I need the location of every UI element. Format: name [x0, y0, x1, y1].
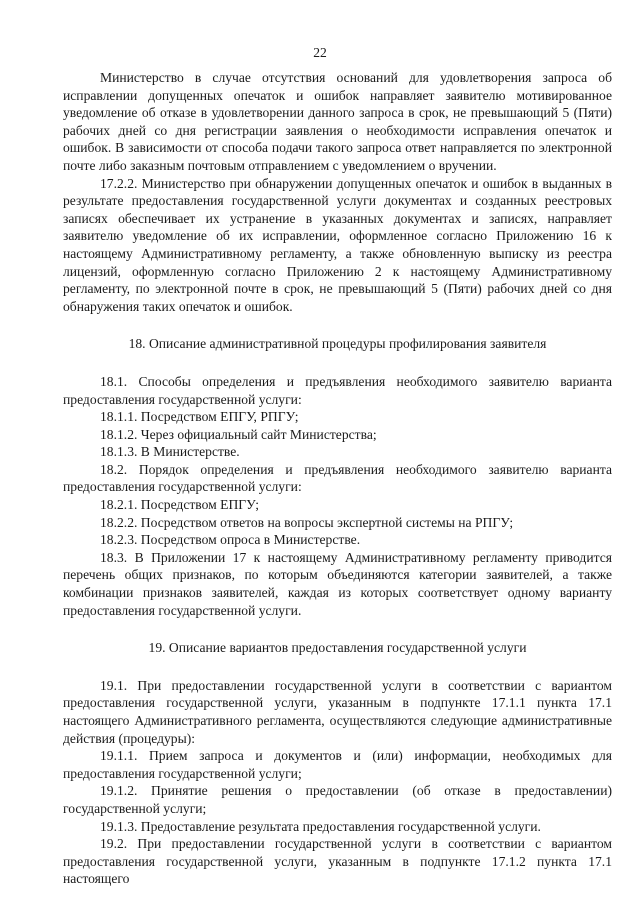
- list-item: 18.2.2. Посредством ответов на вопросы экспертной системы на РПГУ;: [100, 514, 514, 530]
- paragraph: 17.2.2. Министерство при обнаружении допущенных опечаток и ошибок в выданных в результате предоставления государственной услуги документах и созданных реестровых записях обеспечивает их устранение в указанных документах и записях, направляет заявителю уведомление об их исправлении, оформленное согласно Приложению 16 к настоящему Административному регламенту, а также обновленную выписку из реестра лицензий, оформленную согласно Приложению 2 к настоящему Административному регламенту, по электронной почте в срок, не превышающий 5 (Пяти) рабочих дней со дня обнаружения таких опечаток и ошибок.: [63, 175, 612, 314]
- list-item: 18.2.1. Посредством ЕПГУ;: [100, 497, 260, 513]
- paragraph: 18.2. Порядок определения и предъявления необходимого заявителю варианта предоставления государственной услуги:: [63, 461, 612, 495]
- list-item: 19.1.1. Прием запроса и документов и (или) информации, необходимых для предоставления государственной услуги;: [63, 748, 612, 781]
- list-item: 18.1.3. В Министерстве.: [100, 444, 240, 460]
- section-heading-19: 19. Описание вариантов предоставления государственной услуги: [148, 640, 527, 656]
- paragraph: 18.1. Способы определения и предъявления необходимого заявителю варианта предоставления государственной услуги:: [63, 373, 612, 407]
- paragraph: 18.3. В Приложении 17 к настоящему Административному регламенту приводится перечень общих признаков, по которым объединяются категории заявителей, а также комбинации признаков заявителей, каждая из которых соответствует одному варианту предоставления государственной услуги.: [63, 549, 612, 618]
- paragraph: 19.2. При предоставлении государственной услуги в соответствии с вариантом предоставления государственной услуги, указанным в подпункте 17.1.2 пункта 17.1 настоящего: [63, 836, 612, 887]
- paragraph: 19.1. При предоставлении государственной услуги в соответствии с вариантом предоставления государственной услуги, указанным в подпункте 17.1.1 пункта 17.1 настоящего Административного регламента, осуществляются следующие административные действия (процедуры):: [63, 677, 612, 746]
- list-item: 19.1.2. Принятие решения о предоставлении (об отказе в предоставлении) государственной услуги;: [63, 783, 612, 816]
- list-item: 18.2.3. Посредством опроса в Министерстве.: [100, 532, 361, 548]
- list-item: 18.1.1. Посредством ЕПГУ, РПГУ;: [100, 409, 299, 425]
- document-body: [63, 69, 612, 888]
- section-heading-18: 18. Описание административной процедуры профилирования заявителя: [128, 336, 547, 352]
- list-item: 18.1.2. Через официальный сайт Министерства;: [100, 426, 377, 442]
- paragraph: Министерство в случае отсутствия оснований для удовлетворения запроса об исправлении допущенных опечаток и ошибок направляет заявителю мотивированное уведомление об отказе в удовлетворении данного запроса в срок, не превышающий 5 (Пяти) рабочих дней со дня регистрации заявления о необходимости исправления опечаток и ошибок. В зависимости от способа подачи такого запроса ответ направляется по электронной почте либо заказным почтовым отправлением с уведомлением о вручении.: [63, 70, 612, 173]
- page-number: 22: [313, 45, 327, 60]
- list-item: 19.1.3. Предоставление результата предоставления государственной услуги.: [100, 818, 541, 834]
